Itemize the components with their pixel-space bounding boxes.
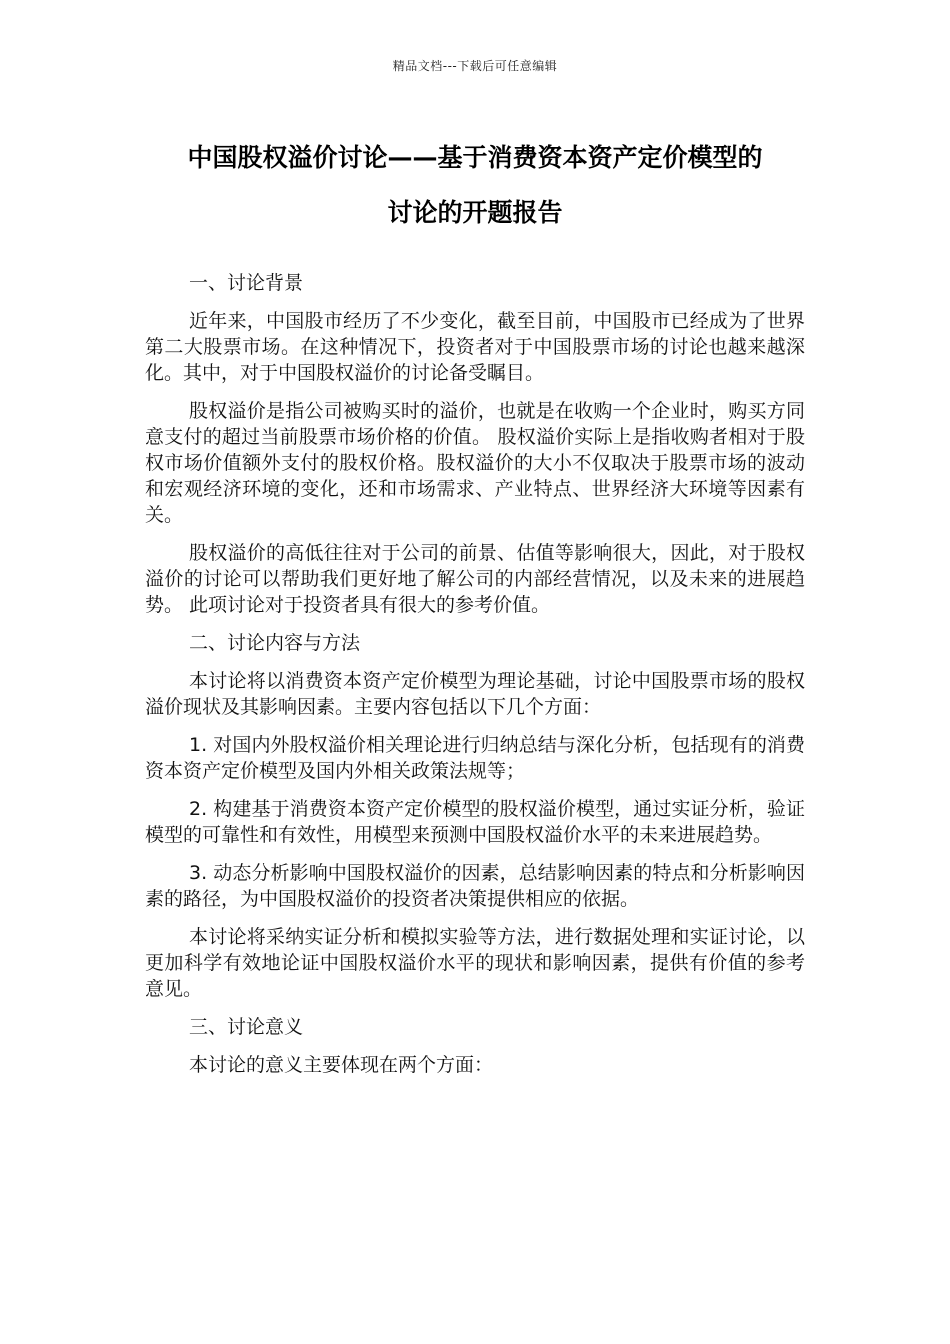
document-title-line-2: 讨论的开题报告 <box>387 198 563 227</box>
document-title-line-1: 中国股权溢价讨论——基于消费资本资产定价模型的 <box>187 143 763 172</box>
header-note: 精品文档---下载后可任意编辑 <box>392 59 558 73</box>
section-heading-content-method: 二、讨论内容与方法 <box>189 632 361 654</box>
section-heading-significance: 三、讨论意义 <box>189 1016 304 1038</box>
list-item-content-1: 1. 对国内外股权溢价相关理论进行归纳总结与深化分析，包括现有的消费资本资产定价模型及国内外相关政策法规等； <box>145 734 805 782</box>
list-item-content-3: 3. 动态分析影响中国股权溢价的因素，总结影响因素的特点和分析影响因素的路径，为中国股权溢价的投资者决策提供相应的依据。 <box>145 862 805 910</box>
paragraph-significance-1: 本讨论的意义主要体现在两个方面： <box>189 1054 494 1076</box>
paragraph-content-1: 本讨论将以消费资本资产定价模型为理论基础，讨论中国股票市场的股权溢价现状及其影响因素。主要内容包括以下几个方面： <box>145 670 805 718</box>
paragraph-background-3: 股权溢价的高低往往对于公司的前景、估值等影响很大，因此，对于股权溢价的讨论可以帮助我们更好地了解公司的内部经营情况，以及未来的进展趋势。 此项讨论对于投资者具有很大的参考价值。 <box>145 542 805 616</box>
document-body <box>145 270 805 1090</box>
paragraph-background-2: 股权溢价是指公司被购买时的溢价，也就是在收购一个企业时，购买方同意支付的超过当前股票市场价格的价值。 股权溢价实际上是指收购者相对于股权市场价值额外支付的股权价格。股权溢价的大小不仅取决于股票市场的波动和宏观经济环境的变化，还和市场需求、产业特点、世界经济大环境等因素有关。 <box>145 400 805 526</box>
list-item-content-2: 2. 构建基于消费资本资产定价模型的股权溢价模型，通过实证分析，验证模型的可靠性和有效性，用模型来预测中国股权溢价水平的未来进展趋势。 <box>145 798 805 846</box>
paragraph-content-2: 本讨论将采纳实证分析和模拟实验等方法，进行数据处理和实证讨论，以更加科学有效地论证中国股权溢价水平的现状和影响因素，提供有价值的参考意见。 <box>145 926 805 1000</box>
section-heading-background: 一、讨论背景 <box>189 272 304 294</box>
paragraph-background-1: 近年来，中国股市经历了不少变化，截至目前，中国股市已经成为了世界第二大股票市场。在这种情况下，投资者对于中国股票市场的讨论也越来越深化。其中，对于中国股权溢价的讨论备受瞩目。 <box>145 310 805 384</box>
